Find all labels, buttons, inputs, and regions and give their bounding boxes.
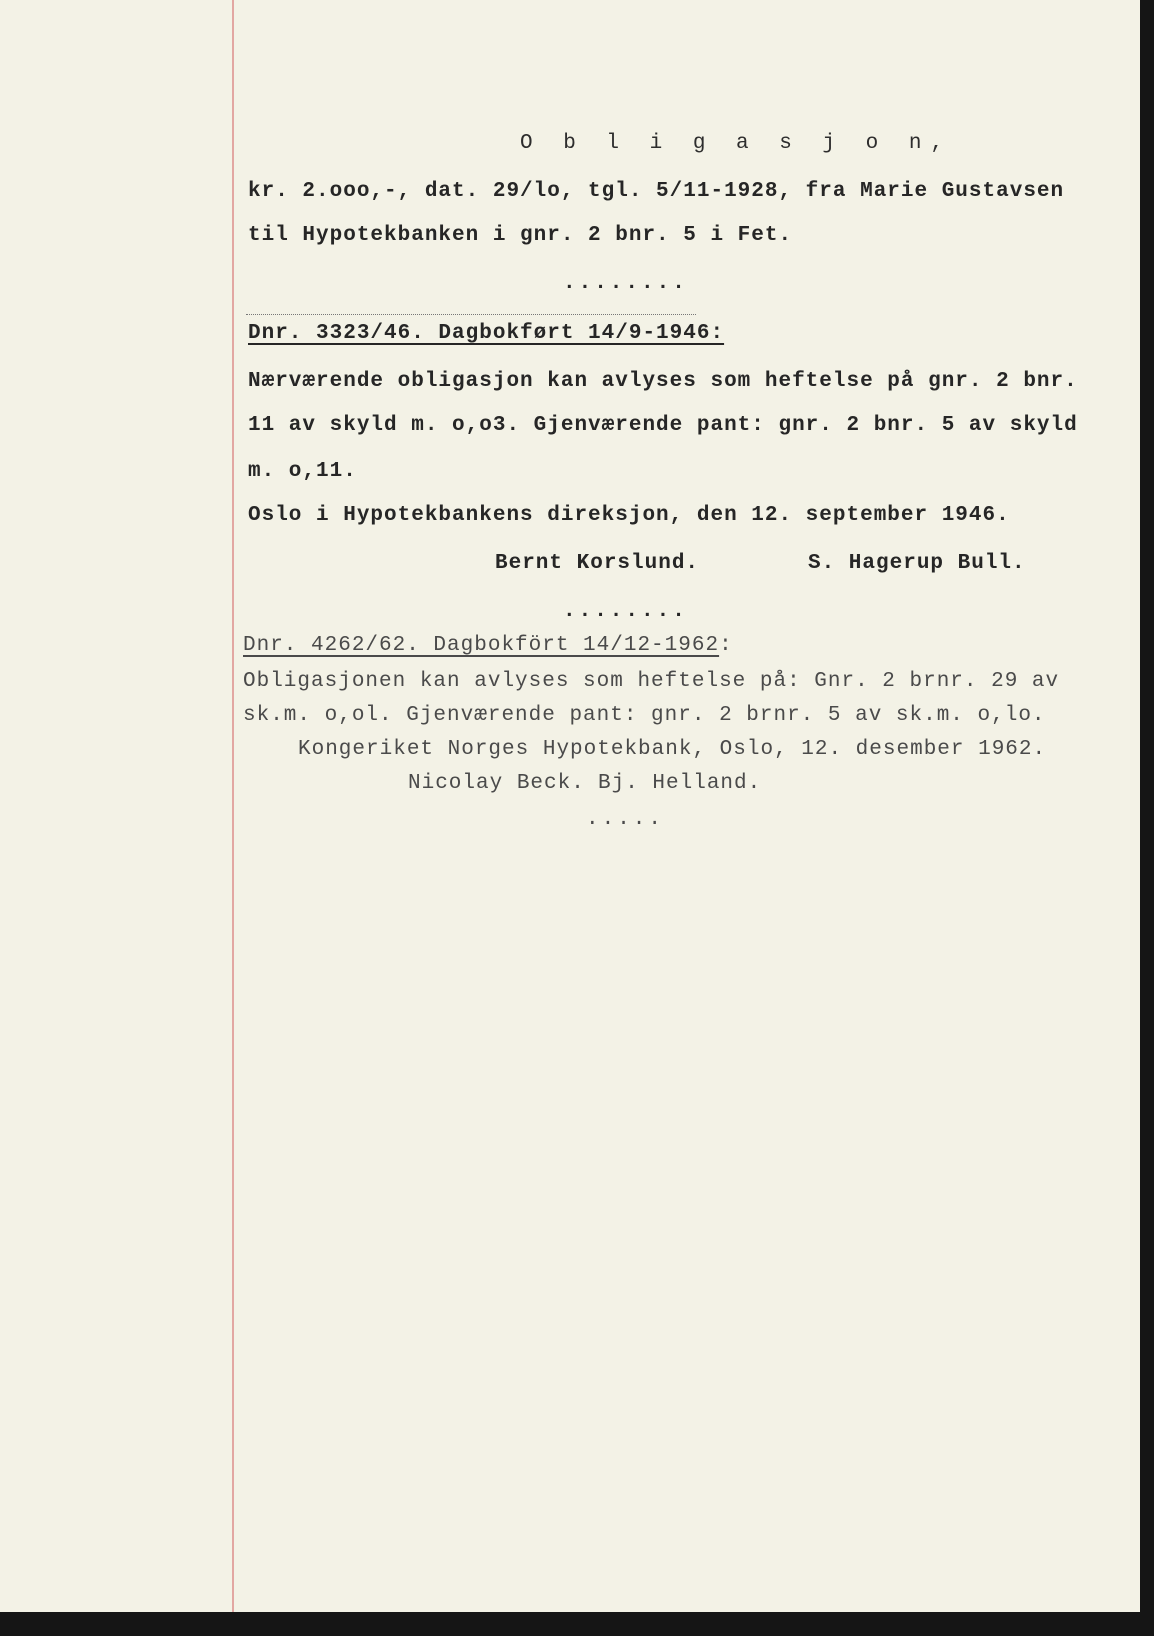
entry2-line4: Oslo i Hypotekbankens direksjon, den 12. september 1946. xyxy=(248,504,1010,527)
separator-dots-3: ..... xyxy=(586,808,665,831)
entry2-signature-2: S. Hagerup Bull. xyxy=(808,552,1026,575)
margin-line xyxy=(232,0,234,1612)
separator-dots-1: ........ xyxy=(563,272,688,295)
entry3-signature-2: Bj. Helland. xyxy=(598,772,762,795)
entry3-line2: sk.m. o,ol. Gjenværende pant: gnr. 2 brnr. 5 av sk.m. o,lo. xyxy=(243,704,1046,727)
dotted-rule xyxy=(246,314,696,315)
document-title: O b l i g a s j o n, xyxy=(520,132,953,155)
entry3-signature-1: Nicolay Beck. xyxy=(408,772,585,795)
entry2-reference: Dnr. 3323/46. Dagbokført 14/9-1946: xyxy=(248,322,725,345)
entry2-signature-1: Bernt Korslund. xyxy=(495,552,700,575)
entry3-line3: Kongeriket Norges Hypotekbank, Oslo, 12. desember 1962. xyxy=(298,738,1047,761)
entry3-reference-colon: : xyxy=(719,634,733,657)
entry1-line2: til Hypotekbanken i gnr. 2 bnr. 5 i Fet. xyxy=(248,224,793,247)
entry2-line1: Nærværende obligasjon kan avlyses som heftelse på gnr. 2 bnr. xyxy=(248,370,1078,393)
entry1-line1: kr. 2.ooo,-, dat. 29/lo, tgl. 5/11-1928, fra Marie Gustavsen xyxy=(248,180,1065,203)
separator-dots-2: ........ xyxy=(563,600,688,623)
entry2-line3: m. o,11. xyxy=(248,460,357,483)
entry3-reference xyxy=(243,634,733,657)
entry3-reference-text: Dnr. 4262/62. Dagbokfört 14/12-1962 xyxy=(243,634,720,657)
entry2-line2: 11 av skyld m. o,o3. Gjenværende pant: gnr. 2 bnr. 5 av skyld xyxy=(248,414,1078,437)
entry3-line1: Obligasjonen kan avlyses som heftelse på: Gnr. 2 brnr. 29 av xyxy=(243,670,1060,693)
